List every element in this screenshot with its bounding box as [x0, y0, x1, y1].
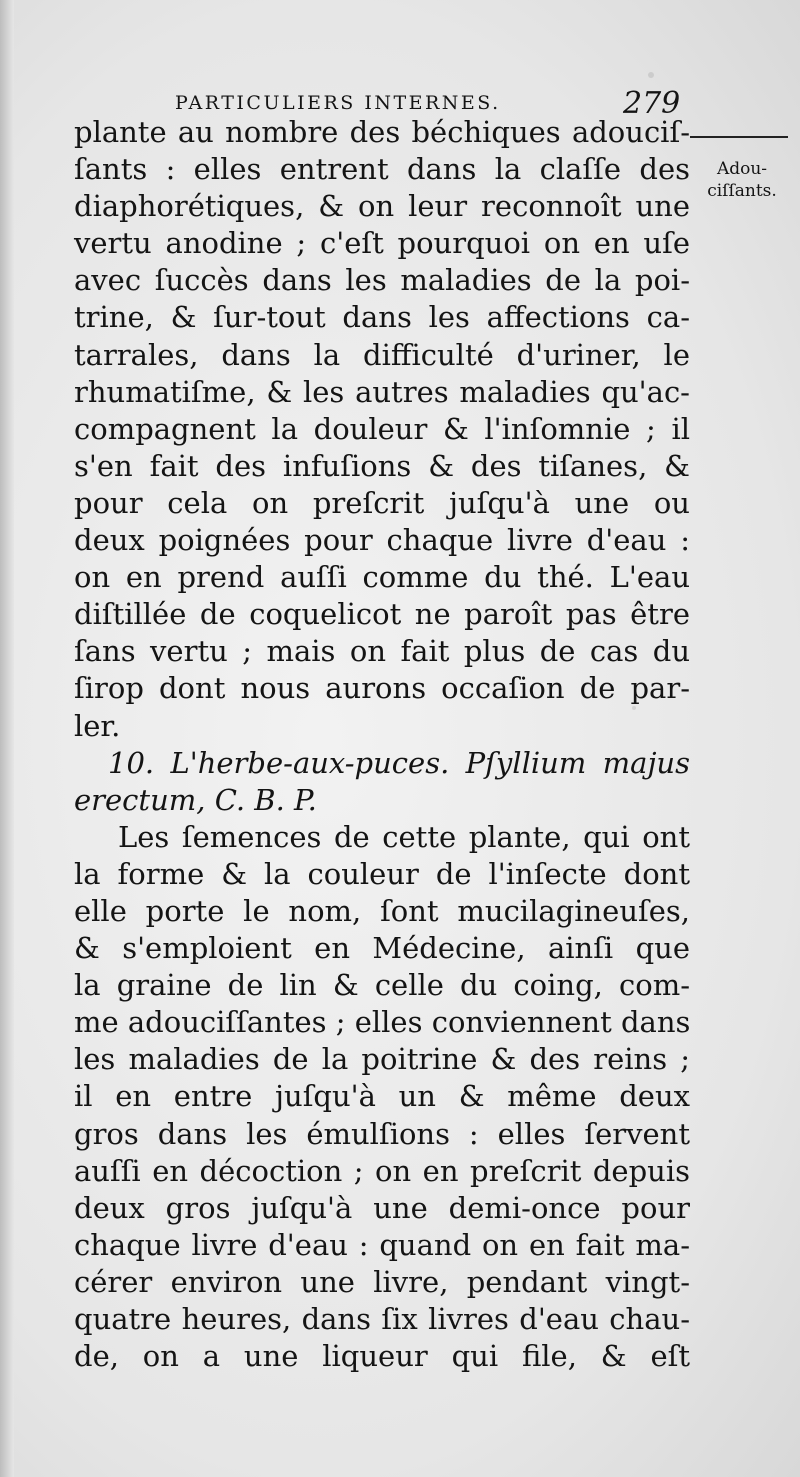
text-line: il en entre juſqu'à un & même deux [74, 1079, 690, 1114]
margin-note-line: ciſſants. [707, 181, 777, 201]
text-line: Les ſemences de cette plante, qui ont [118, 819, 690, 854]
text-line: tarrales, dans la difficulté d'uriner, le [74, 337, 690, 372]
text-line: vertu anodine ; c'eſt pourquoi on en uſe [74, 226, 690, 261]
text-line: quatre heures, dans ſix livres d'eau chau- [74, 1302, 690, 1336]
margin-rule [690, 136, 788, 138]
page-number: 279 [623, 86, 681, 121]
ink-speck [648, 72, 654, 78]
text-line: chaque livre d'eau : quand on en fait ma- [74, 1227, 690, 1262]
text-line: la graine de lin & celle du coing, com- [74, 968, 690, 1003]
running-head: PARTICULIERS INTERNES. [175, 92, 501, 114]
text-line: ſirop dont nous aurons occaſion de par- [74, 671, 690, 706]
botanical-reference: erectum, C. B. P. [74, 782, 317, 817]
text-line: pour cela on preſcrit juſqu'à une ou [74, 485, 690, 520]
margin-note-line: Adou- [716, 159, 768, 179]
text-line: rhumatiſme, & les autres maladies qu'ac- [74, 374, 690, 409]
text-line: avec ſuccès dans les maladies de la poi- [74, 263, 690, 298]
text-line: s'en fait des infuſions & des tiſanes, & [74, 448, 690, 483]
text-line: on en prend auſſi comme du thé. L'eau [74, 560, 690, 595]
text-line: auſſi en décoction ; on en preſcrit depuis [74, 1153, 690, 1188]
section-heading: 10. L'herbe-aux-puces. Pſyllium majus [108, 745, 690, 780]
text-line: & s'emploient en Médecine, ainſi que [74, 931, 690, 966]
text-line: trine, & ſur-tout dans les affections ca- [74, 300, 690, 335]
page-gutter-shadow [0, 0, 14, 1477]
text-line: diaphorétiques, & on leur reconnoît une [74, 189, 690, 224]
text-line: elle porte le nom, ſont mucilagineuſes, [74, 893, 690, 928]
text-line: me adouciſſantes ; elles conviennent dans [74, 1005, 691, 1040]
text-line: ſants : elles entrent dans la claſſe des [74, 152, 690, 187]
text-line: ler. [74, 708, 121, 743]
text-line: ſans vertu ; mais on fait plus de cas du [74, 634, 690, 669]
body-text [74, 114, 690, 1375]
text-line: plante au nombre des béchiques adouciſ- [74, 115, 690, 149]
text-line: de, on a une liqueur qui file, & eſt [74, 1339, 690, 1374]
text-line: compagnent la douleur & l'inſomnie ; il [74, 411, 690, 446]
text-line: deux gros juſqu'à une demi-once pour [74, 1190, 690, 1225]
text-line: diſtillée de coquelicot ne paroît pas être [74, 597, 690, 632]
text-line: cérer environ une livre, pendant vingt- [74, 1264, 690, 1299]
text-line: deux poignées pour chaque livre d'eau : [74, 523, 690, 558]
text-line: la forme & la couleur de l'inſecte dont [74, 856, 690, 891]
text-line: les maladies de la poitrine & des reins ; [74, 1042, 690, 1077]
text-line: gros dans les émulſions : elles ſervent [74, 1116, 690, 1151]
margin-note [692, 158, 792, 202]
